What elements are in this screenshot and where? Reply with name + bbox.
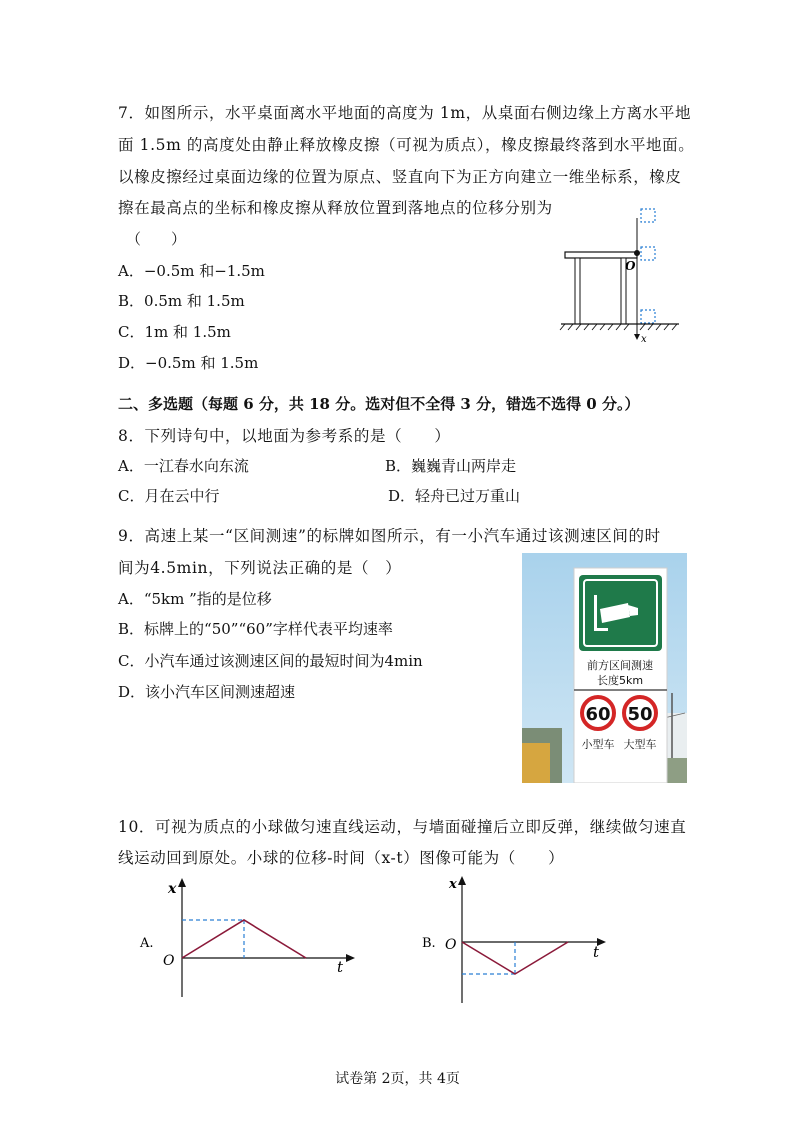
speed-camera-sign-photo [522,553,687,783]
q10-line-2: 线运动回到原处。小球的位移-时间（x-t）图像可能为（ ） [118,849,565,867]
graph-b-y-axis-label: x [449,877,457,892]
q7-option-b: B．0.5m 和 1.5m [118,292,245,310]
section-multiple-choice-title: 二、多选题（每题 6 分，共 18 分。选对但不全得 3 分，错选不选得 0 分。） [118,395,640,413]
q7-answer-blank: （ ） [126,230,187,248]
graph-b-label: B. [422,936,436,951]
q7-option-a: A．−0.5m 和−1.5m [118,262,265,280]
q7-line-4: 擦在最高点的坐标和橡皮擦从释放位置到落地点的位移分别为 [118,199,553,217]
q7-option-d: D．−0.5m 和 1.5m [118,354,259,372]
q9-option-d: D．该小汽车区间测速超速 [118,683,296,701]
sign-text-line-2: 长度5km [596,674,644,687]
label-small-car: 小型车 [581,738,615,751]
q9-option-b: B．标牌上的“50”“60”字样代表平均速率 [118,620,393,638]
q9-option-c: C．小汽车通过该测速区间的最短时间为4min [118,652,423,670]
q10-line-1: 10．可视为质点的小球做匀速直线运动，与墙面碰撞后立即反弹，继续做匀速直 [118,818,687,836]
q8-option-b: B．巍巍青山两岸走 [385,457,517,475]
q7-axis-label: x [641,334,647,345]
q9-option-a: A．“5km ”指的是位移 [118,590,272,608]
graph-b-x-axis-label: t [593,943,600,961]
graph-b-origin-label: O [445,937,457,953]
q9-line-1: 9．高速上某一“区间测速”的标牌如图所示，有一小汽车通过该测速区间的时 [118,527,661,545]
q7-line-2: 面 1.5m 的高度处由静止释放橡皮擦（可视为质点），橡皮擦最终落到水平地面。 [118,136,695,154]
q8-stem: 8．下列诗句中，以地面为参考系的是（ ） [118,427,451,445]
sign-text-line-1: 前方区间测速 [587,659,653,672]
q7-origin-label: O [625,259,636,273]
label-large-car: 大型车 [623,738,657,751]
q9-line-2: 间为4.5min，下列说法正确的是（ ） [118,559,402,577]
q7-table-figure [555,200,685,350]
speed-limit-small-car: 60 [585,704,611,725]
page-footer: 试卷第 2页，共 4页 [335,1071,460,1087]
graph-a-origin-label: O [163,953,175,969]
q10-graph-a [130,875,360,1005]
q7-line-1: 7．如图所示，水平桌面离水平地面的高度为 1m，从桌面右侧边缘上方离水平地 [118,104,692,122]
q8-option-a: A．一江春水向东流 [118,457,249,475]
graph-a-label: A. [140,936,154,951]
q8-option-d: D．轻舟已过万重山 [388,487,521,505]
graph-a-x-axis-label: t [337,958,344,976]
speed-limit-large-car: 50 [627,704,653,725]
q7-line-3: 以橡皮擦经过桌面边缘的位置为原点、竖直向下为正方向建立一维坐标系，橡皮 [118,168,682,186]
graph-a-y-axis-label: x [168,881,177,897]
q7-option-c: C．1m 和 1.5m [118,323,231,341]
q8-option-c: C．月在云中行 [118,487,220,505]
q10-graph-b [415,873,615,1008]
